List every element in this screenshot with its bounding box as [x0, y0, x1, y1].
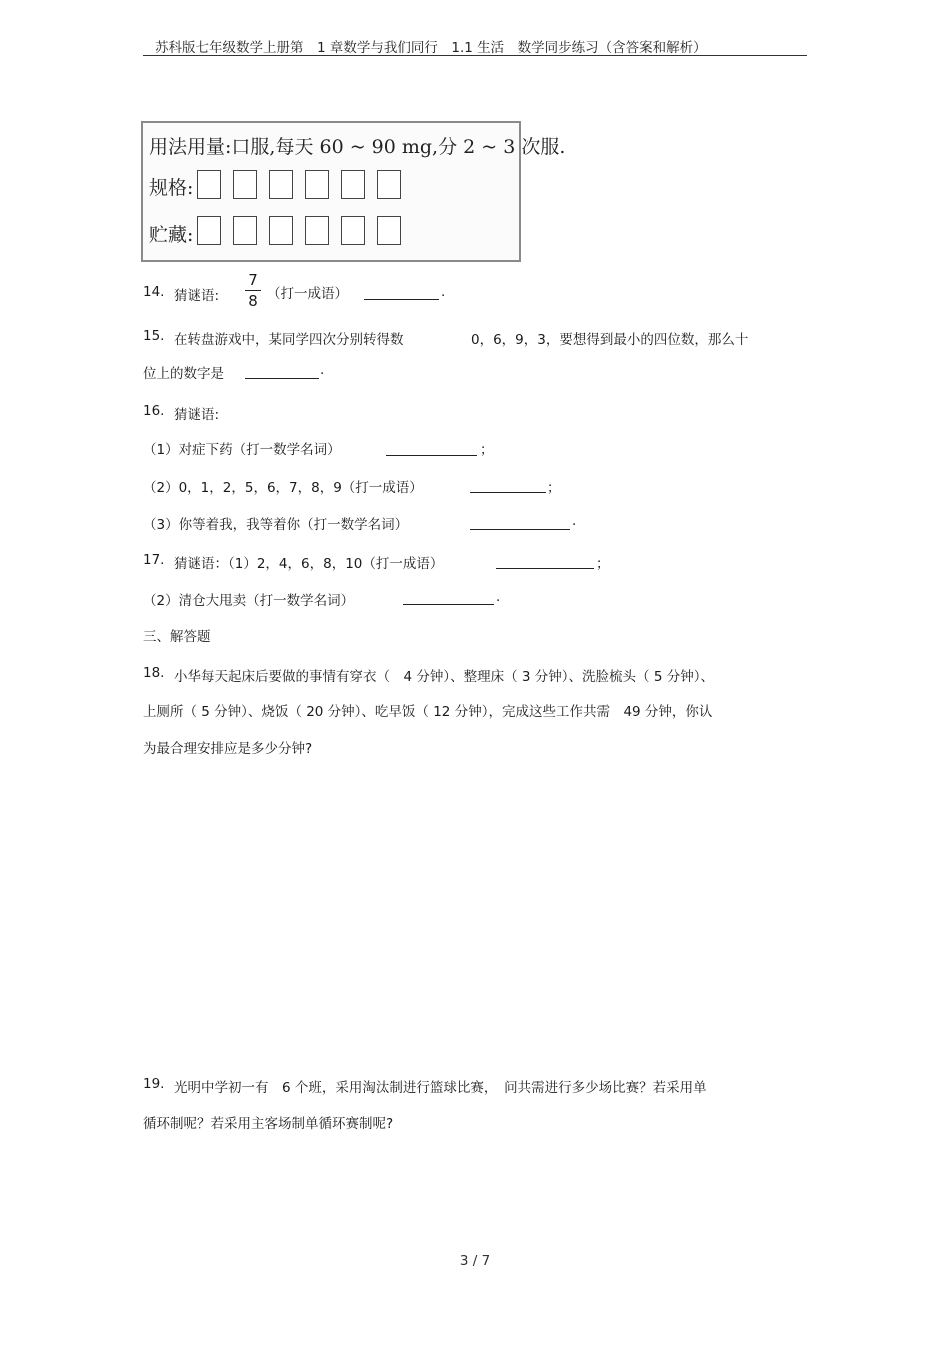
q15-text-b: 0，6，9，3，要想得到最小的四位数，那么十 — [471, 332, 749, 348]
fraction-bar — [245, 290, 261, 291]
q16-item2-end: ； — [547, 480, 561, 496]
q17-item2-blank — [403, 604, 494, 605]
header-divider — [143, 55, 807, 56]
q16-item2: （2）0，1，2，5，6，7，8，9（打一成语） — [143, 480, 423, 496]
q15-answer-blank — [245, 378, 319, 379]
spec-box — [341, 170, 365, 199]
q15-text-line2: 位上的数字是 — [143, 366, 224, 382]
medicine-label-figure — [141, 121, 566, 262]
q17-line2-end: . — [496, 589, 501, 605]
q16-item1: （1）对症下药（打一数学名词） — [143, 442, 341, 458]
q18-number: 18. — [143, 665, 165, 681]
storage-box — [377, 216, 401, 245]
q17-item1-blank — [496, 568, 594, 569]
storage-box — [197, 216, 221, 245]
q18-line2: 上厕所（ 5 分钟）、烧饭（ 20 分钟）、吃早饭（ 12 分钟），完成这些工作共需 49 分钟，你认 — [143, 704, 713, 720]
q16-item1-blank — [386, 455, 477, 456]
q16-item3: （3）你等着我，我等着你（打一数学名词） — [143, 517, 409, 533]
q16-item3-blank — [470, 529, 570, 530]
q16-item2-blank — [470, 492, 546, 493]
q17-line1-end: ； — [596, 556, 610, 572]
storage-box — [233, 216, 257, 245]
fraction-numerator: 7 — [248, 271, 258, 289]
q15-text-a: 在转盘游戏中，某同学四次分别转得数 — [174, 332, 404, 348]
q17-line2: （2）清仓大甩卖（打一数学名词） — [143, 593, 355, 609]
section-title: 三、解答题 — [143, 629, 211, 645]
q14-end: . — [441, 284, 446, 300]
spec-box — [377, 170, 401, 199]
spec-box — [233, 170, 257, 199]
spec-box — [269, 170, 293, 199]
q16-item3-end: . — [572, 513, 577, 529]
page-number: 3 / 7 — [459, 1253, 491, 1269]
q14-fraction — [245, 271, 261, 310]
q19-number: 19. — [143, 1076, 165, 1092]
q15-end: . — [320, 362, 325, 378]
q16-item1-end: ； — [480, 442, 494, 458]
q14-answer-blank — [364, 299, 439, 300]
storage-box — [305, 216, 329, 245]
q19-line1: 光明中学初一有 6 个班，采用淘汰制进行篮球比赛， 问共需进行多少场比赛？若采用单 — [174, 1080, 707, 1096]
q14-prefix: 猜谜语: — [174, 288, 220, 304]
spec-box — [305, 170, 329, 199]
fraction-denominator: 8 — [248, 292, 258, 310]
q17-line1: 猜谜语：（1）2，4，6，8，10（打一成语） — [174, 556, 444, 572]
page-header: 苏科版七年级数学上册第 1 章数学与我们同行 1.1 生活 数学同步练习（含答案和解析） — [155, 40, 707, 56]
storage-label: 贮藏: — [149, 224, 194, 246]
spec-box — [197, 170, 221, 199]
dosage-text: 用法用量:口服,每天 60 ~ 90 mg,分 2 ~ 3 次服. — [149, 136, 566, 158]
storage-box — [269, 216, 293, 245]
q18-line1: 小华每天起床后要做的事情有穿衣（ 4 分钟）、整理床（ 3 分钟）、洗脸梳头（ 5 分钟）、 — [174, 669, 714, 685]
spec-label: 规格: — [149, 177, 194, 199]
q17-number: 17. — [143, 552, 165, 568]
q19-line2: 循环制呢？若采用主客场制单循环赛制呢? — [143, 1116, 394, 1132]
q16-title: 猜谜语: — [174, 407, 220, 423]
storage-box — [341, 216, 365, 245]
q14-hint: （打一成语） — [267, 286, 348, 302]
q18-line3: 为最合理安排应是多少分钟? — [143, 741, 313, 757]
q14-number: 14. — [143, 284, 165, 300]
q15-number: 15. — [143, 328, 165, 344]
q16-number: 16. — [143, 403, 165, 419]
